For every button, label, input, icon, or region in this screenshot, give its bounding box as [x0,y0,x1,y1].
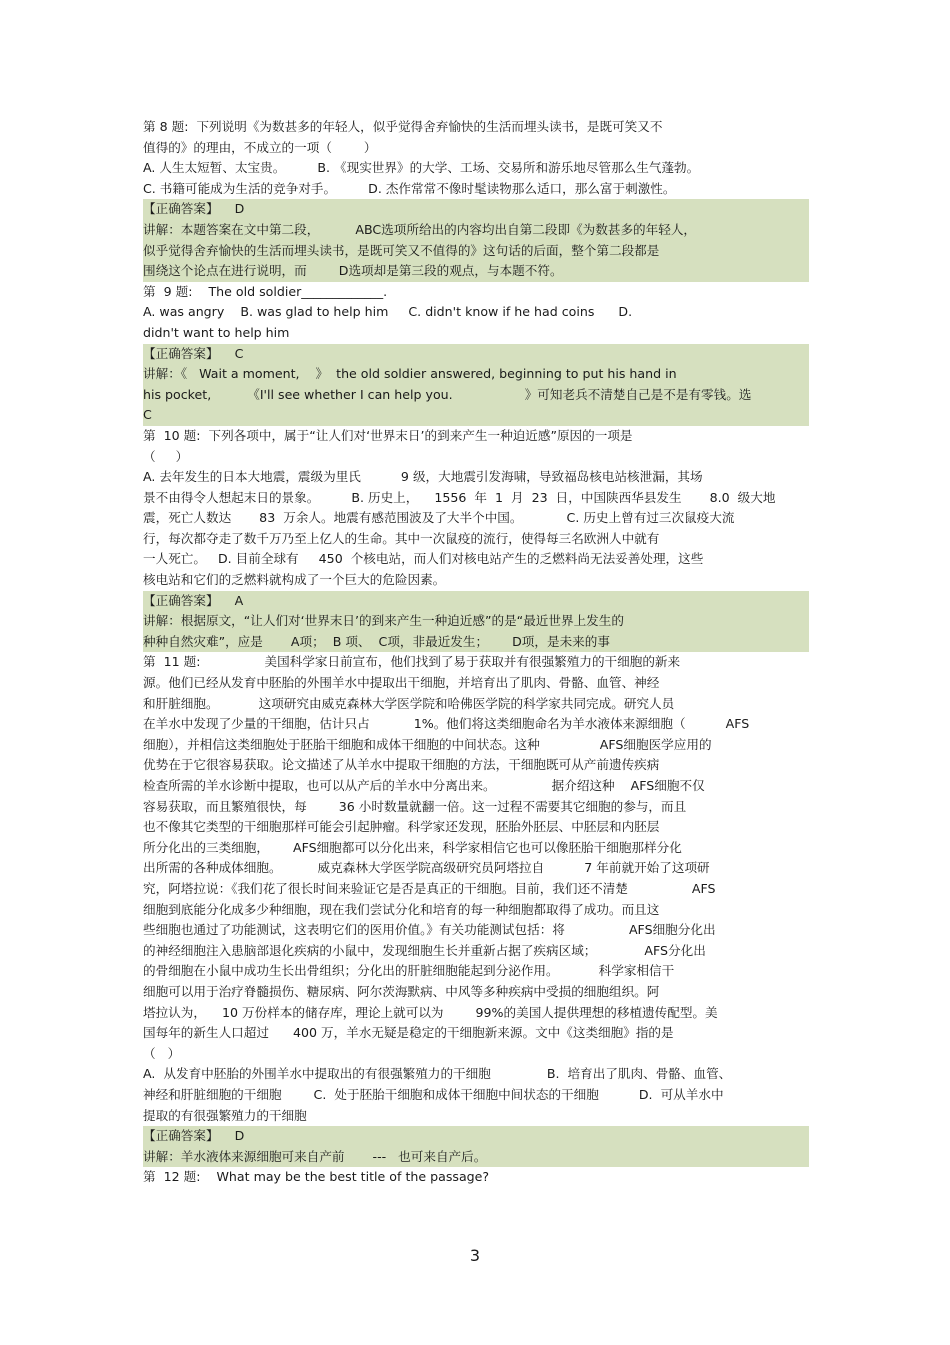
answer-block-9 [143,344,809,426]
question-line: 源。他们已经从发育中胚胎的外围羊水中提取出干细胞，并培育出了肌肉、骨骼、血管、神经 [143,675,660,691]
question-line: 值得的》的理由，不成立的一项（ ） [143,139,377,155]
question-line: 第 12 题: What may be the best title of the passage? [143,1169,490,1185]
question-line: 细胞可以用于治疗脊髓损伤、糖尿病、阿尔茨海默病、中风等多种疾病中受损的细胞组织。阿 [143,983,660,999]
document-body [143,117,809,1188]
question-line: 优势在于它很容易获取。论文描述了从羊水中提取干细胞的方法，干细胞既可从产前遗传疾病 [143,757,660,773]
question-line: 的神经细胞注入患脑部退化疾病的小鼠中，发现细胞生长并重新占据了疾病区域； AFS分化出 [143,942,706,958]
question-line: 第 10 题: 下列各项中，属于“让人们对‘世界末日’的到来产生一种迫近感”原因的一项是 [143,427,633,443]
question-line: 所分化出的三类细胞， AFS细胞都可以分化出来，科学家相信它也可以像胚胎干细胞那样分化 [143,839,682,855]
question-line: 一人死亡。 D. 目前全球有 450 个核电站，而人们对核电站产生的乏燃料尚无法妥善处理，这些 [143,551,704,567]
question-line: 检查所需的羊水诊断中提取，也可以从产后的羊水中分离出来。 据介绍这种 AFS细胞不仅 [143,778,705,793]
question-line: 些细胞也通过了功能测试，这表明它们的医用价值。》有关功能测试包括：将 AFS细胞分化出 [143,922,716,938]
question-line: （ ） [143,448,189,464]
answer-line: C [143,407,152,423]
answer-line: 【正确答案】 A [143,592,244,608]
question-line: 神经和肝脏细胞的干细胞 C. 处于胚胎干细胞和成体干细胞中间状态的干细胞 D. 可从羊水中 [143,1086,724,1102]
question-line: 细胞），并相信这类细胞处于胚胎干细胞和成体干细胞的中间状态。这种 AFS细胞医学应用的 [143,736,712,752]
question-line: 在羊水中发现了少量的干细胞，估计只占 1%。他们将这类细胞命名为羊水液体来源细胞（ AFS [143,716,750,732]
question-line: 出所需的各种成体细胞。 威克森林大学医学院高级研究员阿塔拉自 7 年前就开始了这项研 [143,860,710,876]
answer-line: 讲解：根据原文，“让人们对‘世界末日’的到来产生一种迫近感”的是“最近世界上发生的 [143,613,624,629]
answer-line: 讲解：《 Wait a moment, 》 the old soldier answered, beginning to put his hand in [143,366,677,382]
question-line: 细胞到底能分化成多少种细胞，现在我们尝试分化和培育的每一种细胞都取得了成功。而且这 [143,901,660,917]
answer-line: 讲解：羊水液体来源细胞可来自产前 --- 也可来自产后。 [143,1148,487,1164]
question-9 [143,282,809,344]
question-8 [143,117,809,199]
answer-line: 种种自然灾难”，应是 A项； B 项、 C项，非最近发生； D项，是未来的事 [143,633,610,649]
question-line: 国每年的新生人口超过 400 万，羊水无疑是稳定的干细胞新来源。文中《这类细胞》指的是 [143,1025,674,1041]
question-line: A. was angry B. was glad to help him C. didn't know if he had coins D. [143,304,633,320]
answer-line: his pocket, 《I'll see whether I can help you. 》可知老兵不清楚自己是不是有零钱。选 [143,386,752,402]
question-line: 和肝脏细胞。 这项研究由威克森林大学医学院和哈佛医学院的科学家共同完成。研究人员 [143,695,675,711]
question-12 [143,1167,809,1188]
question-line: C. 书籍可能成为生活的竞争对手。 D. 杰作常常不像时髦读物那么适口，那么富于刺激性。 [143,180,676,196]
question-line: A. 从发育中胚胎的外围羊水中提取出的有很强繁殖力的干细胞 B. 培育出了肌肉、骨骼、血管、 [143,1066,732,1082]
answer-block-11 [143,1126,809,1167]
answer-line: 【正确答案】 D [143,1128,245,1144]
question-line: 也不像其它类型的干细胞那样可能会引起肿瘤。科学家还发现，胚胎外胚层、中胚层和内胚层 [143,819,660,835]
question-line: A. 去年发生的日本大地震，震级为里氏 9 级，大地震引发海啸，导致福岛核电站核泄漏，其场 [143,469,703,485]
question-line: 核电站和它们的乏燃料就构成了一个巨大的危险因素。 [143,572,446,588]
question-line: 提取的有很强繁殖力的干细胞 [143,1107,307,1123]
question-line: A. 人生太短暂、太宝贵。 B. 《现实世界》的大学、工场、交易所和游乐地尽管那么生气蓬勃。 [143,160,700,176]
question-line: 究，阿塔拉说：《我们花了很长时间来验证它是否是真正的干细胞。目前，我们还不清楚 AFS [143,880,716,896]
question-line: （ ） [143,1045,181,1061]
question-line: 景不由得令人想起末日的景象。 B. 历史上， 1556 年 1 月 23 日，中国陕西华县发生 8.0 级大地 [143,489,776,505]
question-line: 塔拉认为， 10 万份样本的储存库，理论上就可以为 99%的美国人提供理想的移植遗传配型。美 [143,1004,718,1020]
question-line: didn't want to help him [143,324,290,340]
question-line: 的骨细胞在小鼠中成功生长出骨组织；分化出的肝脏细胞能起到分泌作用。 科学家相信干 [143,963,675,979]
answer-line: 围绕这个论点在进行说明，而 D选项却是第三段的观点，与本题不符。 [143,263,563,279]
question-line: 行，每次都夺走了数千万乃至上亿人的生命。其中一次鼠疫的流行，使得每三名欧洲人中就有 [143,530,660,546]
question-line: 第 11 题: 美国科学家日前宣布，他们找到了易于获取并有很强繁殖力的干细胞的新来 [143,654,681,670]
question-line: 第 9 题: The old soldier_____________. [143,283,388,299]
page-number: 3 [469,1246,481,1265]
question-line: 容易获取，而且繁殖很快，每 36 小时数量就翻一倍。这一过程不需要其它细胞的参与，而且 [143,798,687,814]
question-10 [143,426,809,591]
answer-line: 【正确答案】 D [143,201,245,217]
answer-block-10 [143,591,809,653]
question-line: 震，死亡人数达 83 万余人。地震有感范围波及了大半个中国。 C. 历史上曾有过三次鼠疫大流 [143,510,735,526]
answer-line: 讲解：本题答案在文中第二段， ABC选项所给出的内容均出自第二段即《为数甚多的年轻人， [143,221,697,237]
question-line: 第 8 题: 下列说明《为数甚多的年轻人，似乎觉得舍弃愉快的生活而埋头读书，是既可笑又不 [143,119,663,134]
question-11 [143,652,809,1126]
answer-line: 【正确答案】 C [143,345,244,361]
answer-line: 似乎觉得舍弃愉快的生活而埋头读书，是既可笑又不值得的》这句话的后面，整个第二段都是 [143,242,660,258]
answer-block-8 [143,199,809,281]
